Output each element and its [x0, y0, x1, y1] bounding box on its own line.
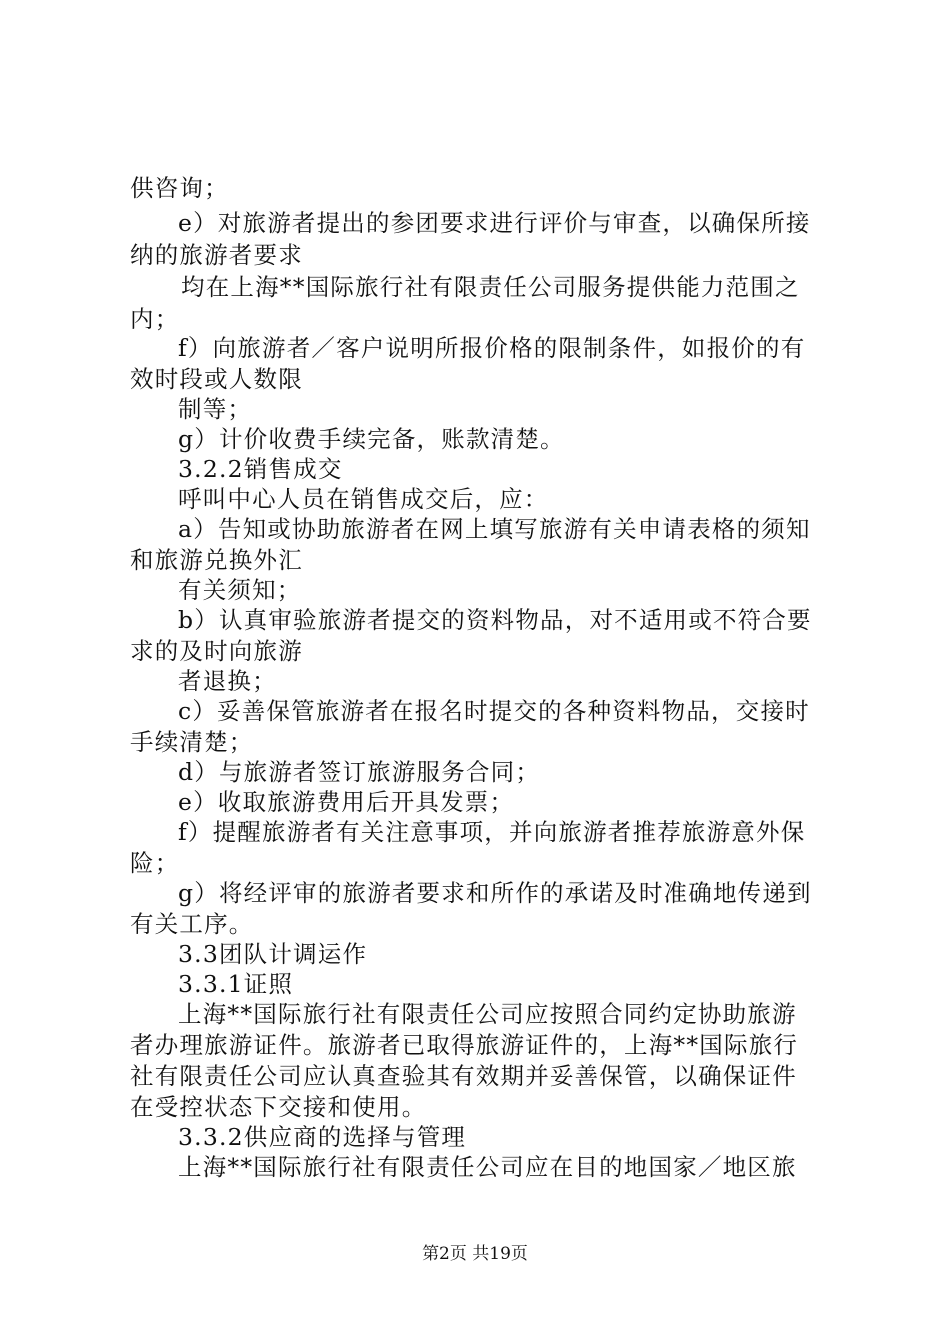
text-line: 在受控状态下交接和使用。: [130, 1093, 427, 1121]
section-heading: 3.3团队计调运作: [178, 940, 368, 968]
page-number-footer: 第2页 共19页: [422, 1244, 528, 1264]
text-line: g）计价收费手续完备，账款清楚。: [178, 425, 565, 453]
text-line: 求的及时向旅游: [130, 637, 303, 665]
text-line: b）认真审验旅游者提交的资料物品，对不适用或不符合要: [178, 606, 812, 634]
section-heading: 3.3.1证照: [178, 970, 294, 998]
text-line: a）告知或协助旅游者在网上填写旅游有关申请表格的须知: [178, 515, 811, 543]
text-line: 有关工序。: [130, 910, 254, 938]
text-line: g）将经评审的旅游者要求和所作的承诺及时准确地传递到: [178, 879, 812, 907]
text-line: 均在上海**国际旅行社有限责任公司服务提供能力范围之: [181, 273, 800, 301]
text-line: 供咨询；: [130, 174, 229, 202]
text-line: 社有限责任公司应认真查验其有效期并妥善保管，以确保证件: [130, 1062, 797, 1090]
text-line: 上海**国际旅行社有限责任公司应在目的地国家／地区旅: [178, 1153, 797, 1181]
text-line: e）收取旅游费用后开具发票；: [178, 788, 515, 816]
section-heading: 3.2.2销售成交: [178, 455, 343, 483]
text-line: 险；: [130, 849, 180, 877]
text-line: e）对旅游者提出的参团要求进行评价与审查，以确保所接: [178, 209, 811, 237]
text-line: 纳的旅游者要求: [130, 241, 303, 269]
text-line: 制等；: [178, 395, 253, 423]
text-line: d）与旅游者签订旅游服务合同；: [178, 758, 541, 786]
text-line: 上海**国际旅行社有限责任公司应按照合同约定协助旅游: [178, 1000, 797, 1028]
text-line: f）提醒旅游者有关注意事项，并向旅游者推荐旅游意外保: [178, 818, 806, 846]
text-line: 手续清楚；: [130, 728, 254, 756]
section-heading: 3.3.2供应商的选择与管理: [178, 1123, 467, 1151]
text-line: 有关须知；: [178, 576, 302, 604]
text-line: 内；: [130, 305, 180, 333]
text-line: 者办理旅游证件。旅游者已取得旅游证件的，上海**国际旅行: [130, 1031, 799, 1059]
text-line: 效时段或人数限: [130, 365, 303, 393]
text-line: f）向旅游者／客户说明所报价格的限制条件，如报价的有: [178, 334, 806, 362]
text-line: 者退换；: [178, 667, 277, 695]
text-line: c）妥善保管旅游者在报名时提交的各种资料物品，交接时: [178, 697, 810, 725]
text-line: 和旅游兑换外汇: [130, 546, 303, 574]
text-line: 呼叫中心人员在销售成交后，应：: [178, 485, 549, 513]
